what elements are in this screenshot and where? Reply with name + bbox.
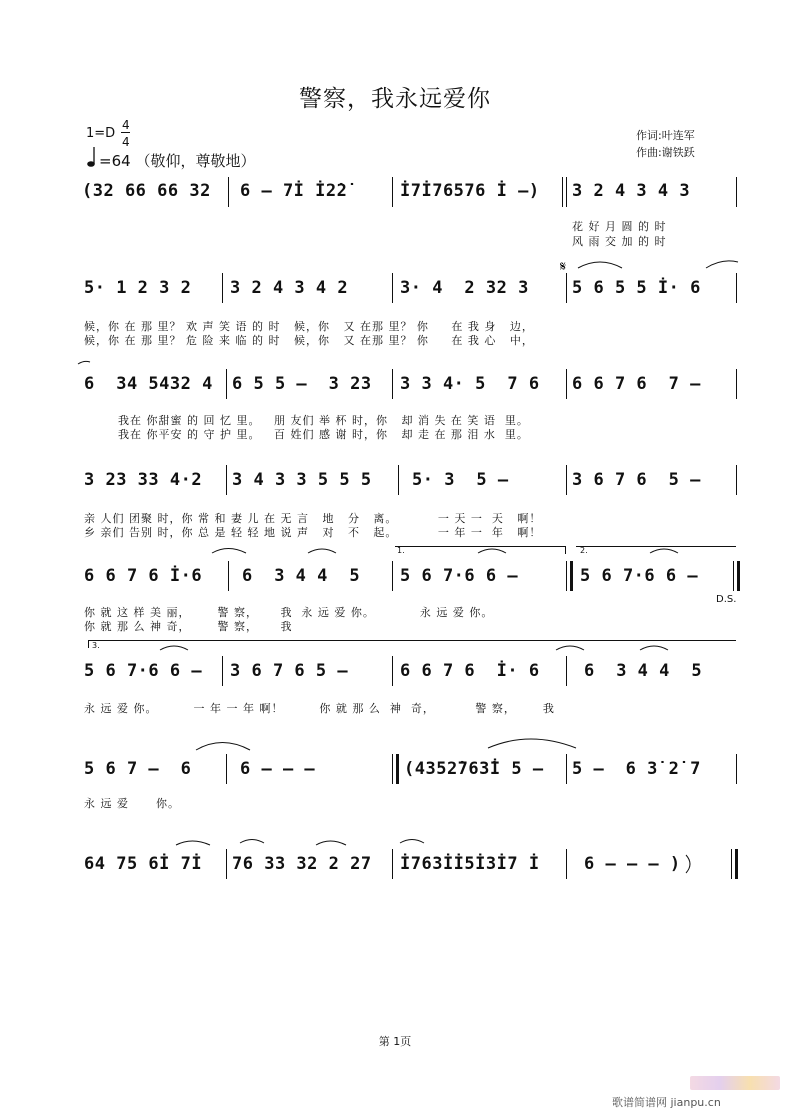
row7-measure4: 5 – 6 3̇ 2̇ 7 <box>572 759 701 779</box>
row1-measure4: 3 2 4 3 4 3 <box>572 181 691 201</box>
slur <box>316 841 346 845</box>
slur <box>78 361 90 364</box>
row5-measure2: 6 3 4 4 5 <box>242 566 361 586</box>
slur <box>196 743 250 751</box>
row3-measure3: 3 3 4· 5 7 6 <box>400 374 540 394</box>
row6-lyric1: 永 远 爱 你。 一 年 一 年 啊！ 你 就 那 么 神 奇， 警 察， 我 <box>84 702 555 715</box>
row1-lyric2: 风 雨 交 加 的 时 <box>572 235 667 248</box>
segno-icon: 𝄋 <box>560 259 567 275</box>
dal-segno: D.S. <box>716 594 737 605</box>
slur <box>706 261 738 268</box>
row3-lyric2: 我在 你平安 的 守 护 里。 百 姓们 感 谢 时，你 却 走 在 那 泪 水 里。 <box>118 428 529 441</box>
slur <box>176 841 210 845</box>
row8-measure3: İ763İİ5İ3İ7 İ <box>400 854 540 874</box>
slur <box>240 840 264 844</box>
row8-measure1: 64 75 6İ 7İ <box>84 854 203 874</box>
page-footer: 第 1页 <box>378 1035 412 1048</box>
tempo-value: =64 <box>99 152 131 170</box>
row2-lyric1: 候，你 在 那 里？ 欢 声 笑 语 的 时 候，你 又 在那 里？ 你 在 我 身 边， <box>84 320 534 333</box>
row7-measure1: 5 6 7 – 6 <box>84 759 192 779</box>
site-logo-icon <box>690 1076 780 1090</box>
volta-1: 1. <box>397 546 405 555</box>
slur <box>650 549 678 553</box>
row5-lyric2: 你 就 那 么 神 奇， 警 察， 我 <box>84 620 293 633</box>
slur <box>556 646 584 650</box>
row6-measure3: 6 6 7 6 İ· 6 <box>400 661 540 681</box>
watermark: 歌谱简谱网 jianpu.cn <box>612 1096 721 1109</box>
row4-measure2: 3 4 3 3 5 5 5 <box>232 470 372 490</box>
time-signature-bottom: 4 <box>122 135 130 149</box>
row1-lyric1: 花 好 月 圆 的 时 <box>572 220 667 233</box>
row7-measure3: (4352̇763̇İ 5 – <box>404 759 544 779</box>
row3-lyric1: 我在 你甜蜜 的 回 忆 里。 朋 友们 举 杯 时，你 却 消 失 在 笑 语 里。 <box>118 414 529 427</box>
row4-lyric1: 亲 人们 团聚 时，你 常 和 妻 儿 在 无 言 地 分 离。 一 天 一 天 啊！ <box>84 512 542 525</box>
row7-lyric1: 永 远 爱 你。 <box>84 797 180 810</box>
row6-measure1: 5 6 7·6 6 – <box>84 661 203 681</box>
slur <box>212 549 246 554</box>
slur <box>400 840 424 844</box>
row7-measure2: 6 – – – <box>240 759 316 779</box>
row3-measure2: 6 5 5 – 3 23 <box>232 374 372 394</box>
row1-measure1: (32 66 66 32 <box>82 181 211 201</box>
row4-measure1: 3 23 33 4·2 <box>84 470 203 490</box>
row2-lyric2: 候，你 在 那 里？ 危 险 来 临 的 时 候，你 又 在那 里？ 你 在 我 心 中， <box>84 334 534 347</box>
row5-measure3: 5 6 7·6 6 – <box>400 566 519 586</box>
slur <box>488 739 576 748</box>
row8-measure2: 76 33 32 2 27 <box>232 854 372 874</box>
slur <box>578 262 622 268</box>
row1-measure2: 6 – 7İ İ2̇2̇ <box>240 181 348 201</box>
row5-lyric1: 你 就 这 样 美 丽， 警 察， 我 永 远 爱 你。 永 远 爱 你。 <box>84 606 494 619</box>
row2-measure2: 3 2 4 3 4 2 <box>230 278 349 298</box>
slur <box>160 646 188 650</box>
row5-measure1: 6 6 7 6 İ·6 <box>84 566 203 586</box>
row2-measure3: 3· 4 2 32 3 <box>400 278 529 298</box>
lyricist-credit: 作词:叶连军 <box>636 129 695 142</box>
row4-measure3: 5· 3 5 – <box>412 470 509 490</box>
row5-measure4: 5 6 7·6 6 – <box>580 566 699 586</box>
row1-measure3: İ7İ76576 İ –) <box>400 181 540 201</box>
composer-credit: 作曲:谢铁跃 <box>636 146 695 159</box>
song-title: 警察，我永远爱你 <box>299 86 491 112</box>
slur <box>686 855 690 873</box>
time-signature-top: 4 <box>122 118 130 132</box>
key-signature: 1=D <box>86 126 116 141</box>
row8-measure4: 6 – – – ) <box>584 854 681 874</box>
volta-2: 2. <box>580 546 588 555</box>
row6-measure2: 3 6 7 6 5 – <box>230 661 349 681</box>
row4-lyric2: 乡 亲们 告别 时，你 总 是 轻 轻 地 说 声 对 不 起。 一 年 一 年 啊！ <box>84 526 542 539</box>
tempo-expression: （敬仰，尊敬地） <box>135 152 256 170</box>
slur <box>478 549 506 553</box>
row4-measure4: 3 6 7 6 5 – <box>572 470 701 490</box>
row2-measure4: 5 6 5 5 İ· 6 <box>572 278 701 298</box>
volta-3: 3. <box>92 641 100 650</box>
slur <box>308 549 336 553</box>
row6-measure4: 6 3 4 4 5 <box>584 661 703 681</box>
slur <box>640 646 668 650</box>
row2-measure1: 5· 1 2 3 2 <box>84 278 192 298</box>
row3-measure4: 6 6 7 6 7 – <box>572 374 701 394</box>
row3-measure1: 6 34 5432 4 <box>84 374 213 394</box>
